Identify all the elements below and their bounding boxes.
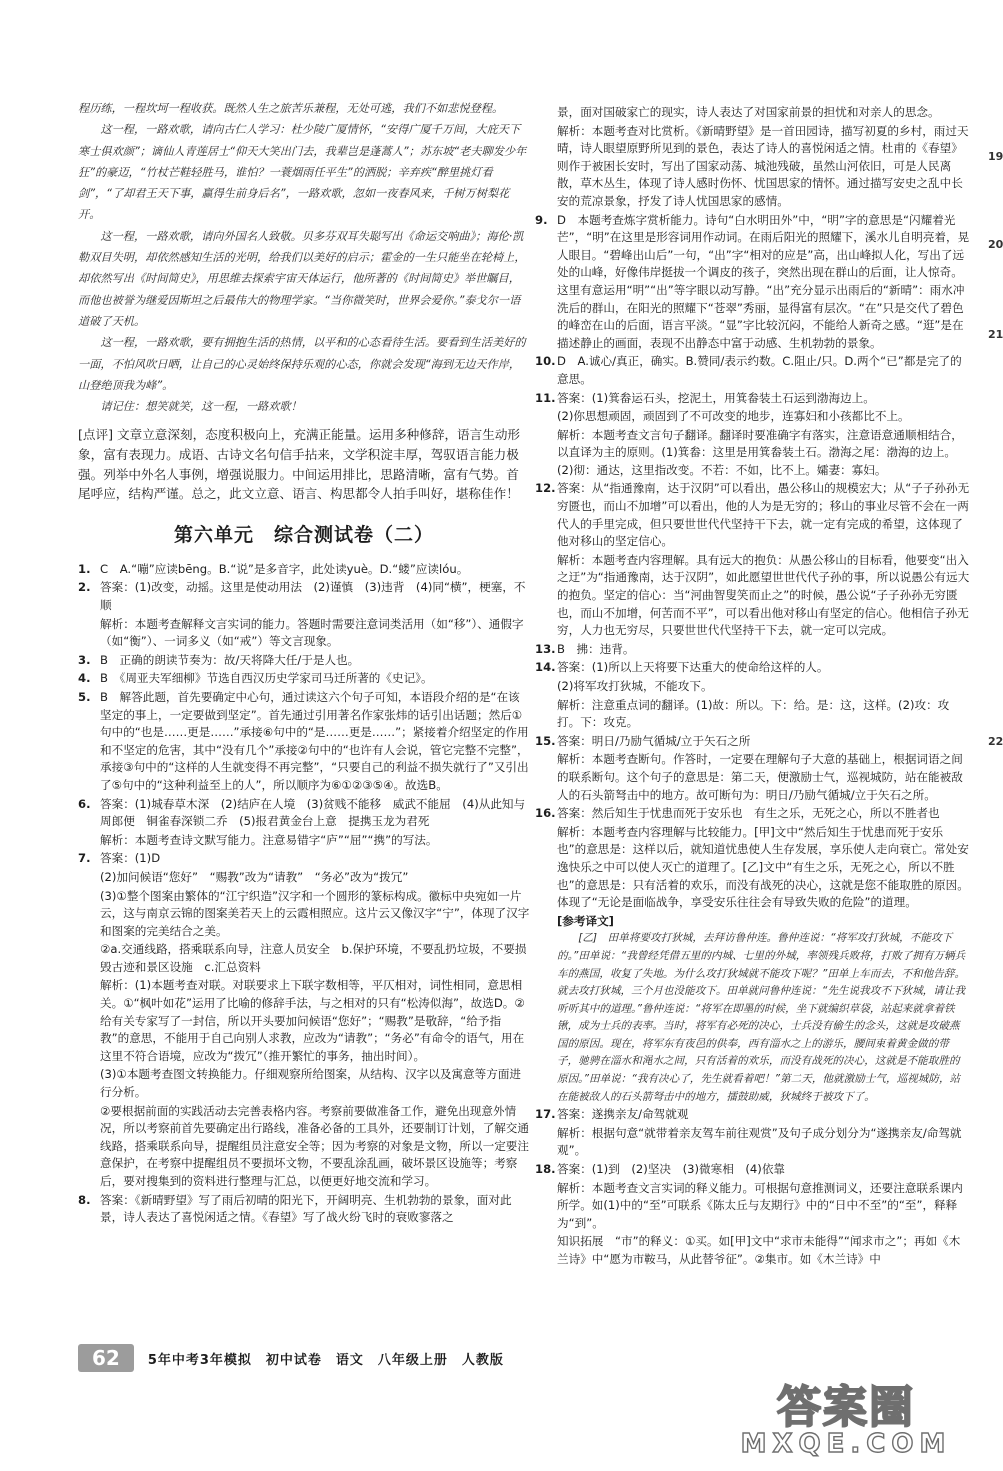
item-text: C A.“嘣”应读bēng。B.“说”是多音字，此处读yuè。D.“蝼”应读lóu。 (100, 561, 469, 576)
answer-item (535, 390, 970, 408)
answer-item (535, 408, 970, 426)
item-text: B 正确的朗读节奏为：故/天将降大任/于是人也。 (100, 652, 360, 667)
margin-number: 20 (988, 238, 1003, 251)
answer-item (78, 579, 530, 614)
item-text: D A.诚心/真正，确实。B.赞同/表示约数。C.阻止/只。D.两个“已”都是完了的意思。 (557, 354, 962, 386)
page-footer (78, 1344, 548, 1372)
item-text: 答案：(1)改变，动摇。这里是使动用法 (2)谨慎 (3)违背 (4)同“横”，梗塞，不顺 (100, 580, 526, 613)
item-number: 12. (535, 481, 556, 496)
item-number: 11. (535, 390, 556, 405)
answer-item (535, 659, 970, 677)
right-column (535, 104, 970, 1270)
answer-item (535, 751, 970, 804)
item-text: 答案：(1)D (100, 851, 161, 866)
essay-paragraph: 这一程，一路欢歌，请向古仁人学习：杜少陵广厦情怀，“安得广厦千万间，大庇天下寒士俱欢颜”；谪仙人青莲居士“仰天大笑出门去，我辈岂是蓬蒿人”；苏东坡“老夫聊发少年狂”的豪迈，“竹杖芒鞋轻胜马，谁怕？一蓑烟雨任平生”的洒脱；辛弃疾“醉里挑灯看剑”，“了却君王天下事，赢得生前身后名”，一路欢歌，忽如一夜春风来，千树万树梨花开。 (78, 123, 527, 222)
answer-item (78, 670, 530, 688)
item-number: 17. (535, 1107, 556, 1122)
answer-item (535, 1180, 970, 1233)
answer-item (535, 480, 970, 550)
essay-paragraph: 这一程，一路欢歌，要有拥抱生活的热情，以平和的心态看待生活。要看到生活美好的一面，不怕风吹日晒，让自己的心灵始终保持乐观的心态，你就会发现“海到无边天作岸，山登绝顶我为峰”。 (78, 336, 526, 392)
item-text: 答案：《新晴野望》写了雨后初晴的阳光下，开阔明亮、生机勃勃的景象，面对此景，诗人表达了喜悦闲适之情。《春望》写了战火纷飞时的衰败寥落之 (100, 1192, 512, 1225)
item-number: 8. (78, 1192, 91, 1207)
answer-item (535, 1106, 970, 1124)
answer-item (78, 941, 530, 976)
answer-item (535, 1233, 970, 1268)
answer-item (78, 888, 530, 941)
watermark-bottom-text: MXQE.COM (740, 1429, 952, 1459)
item-number: 13. (535, 641, 556, 656)
item-text: 解析：本题考查对比赏析。《新晴野望》是一首田园诗，描写初夏的乡村，雨过天晴，诗人眼望原野所见到的景色，表达了诗人的喜悦闲适之情。杜甫的《春望》则作于被困长安时，写出了国家动荡、城池残破，虽然山河依旧，可是人民离散，草木丛生，体现了诗人感时伤怀、忧国思家的情怀。通过描写安史之乱中长安的荒凉景象，抒发了诗人忧国思家的感情。 (557, 123, 969, 208)
reference-translation-title: [参考译文] (557, 913, 614, 928)
item-text: (3)①本题考查图文转换能力。仔细观察所给图案，从结构、汉字以及寓意等方面进行分析。 (100, 1067, 522, 1100)
item-number: 4. (78, 671, 91, 686)
item-number: 6. (78, 796, 91, 811)
item-text: 答案：从“指通豫南，达于汉阴”可以看出，愚公移山的规模宏大；从“子子孙孙无穷匮也，而山不加增”可以看出，他的人为是无穷的；移山的事业尽管不会在一两代人的手里完成，但只要世世代代坚持干下去，就一定有完成的希望，这体现了他对移山的坚定信心。 (557, 481, 970, 549)
item-number: 5. (78, 689, 91, 704)
essay-comment: [点评] 文章立意深刻，态度积极向上，充满正能量。运用多种修辞，语言生动形象，富有表现力。成语、古诗文名句信手拈来，文学积淀丰厚，驾驭语言能力极强。列举中外名人事例，增强说服力。中间运用排比，思路清晰，富有气势。首尾呼应，结构严谨。总之，此文立意、语言、构思都令人拍手叫好，堪称佳作！ (78, 427, 521, 502)
answer-item (78, 1066, 530, 1101)
item-text: 解析：本题考查解释文言实词的能力。答题时需要注意词类活用（如“移”）、通假字（如“衡”）、一词多义（如“戒”）等文言现象。 (100, 616, 524, 649)
item-text: 解析：本题考查内容理解。具有远大的抱负：从愚公移山的目标看，他要变“出入之迂”为“指通豫南，达于汉阴”，如此愿望世世代代子孙的事，所以说愚公有远大的抱负。坚定的信心：当“河曲智叟笑而止之”的时候，愚公说“子子孙孙无穷匮也，而山不加增，何苦而不平”，可以看出他对移山有坚定的信心。他相信子孙无穷，人力也无穷尽，只要世世代代坚持干下去，就一定可以完成。 (557, 552, 970, 638)
answer-item (535, 353, 970, 388)
item-text: 答案：(1)所以上天将要下达重大的使命给这样的人。 (557, 660, 829, 675)
item-text: ②要根据前面的实践活动去完善表格内容。考察前要做准备工作，避免出现意外情况，所以考察前首先要确定出行路线，准备必备的工具外，还要制订计划，了解交通线路，搭乘联系向导，提醒组员注意安全等；因为考察的对象是文物，所以一定要注意保护，在考察中提醒组员不要损坏文物，不要乱涂乱画，破坏景区设施等；考察后，要对搜集到的资料进行整理与汇总，以便更好地交流和学习。 (100, 1103, 529, 1189)
item-text: 解析：本题考查诗文默写能力。注意易错字“庐”“屈”“携”的写法。 (100, 832, 438, 847)
item-text: B 《周亚夫军细柳》节选自西汉历史学家司马迁所著的《史记》。 (100, 671, 433, 686)
answer-item (535, 1125, 970, 1160)
item-text: 解析：本题考查文言句子翻译。翻译时要准确字有落实，注意语意通顺相结合，以直译为主的原则。(1)箕畚：这里是用箕畚装土石。渤海之尾：渤海的边上。(2)彻：通达，这里指改变。不若：不如，比不上。孀妻：寡妇。 (557, 427, 963, 477)
answer-item (535, 212, 970, 353)
answer-item (78, 616, 530, 651)
essay-paragraph: 请记住：想笑就笑，这一程，一路欢歌！ (100, 400, 302, 414)
essay (78, 98, 530, 417)
answer-item (535, 678, 970, 696)
essay-paragraph: 这一程，一路欢歌，请向外国名人致敬。贝多芬双耳失聪写出《命运交响曲》；海伦·凯勒双目失明，却依然感知生活的光明，给我们以美好的启示；霍金的一生只能坐在轮椅上，却依然写出《时间简史》，用思维去探索宇宙天体运行，他所著的《时间简史》举世瞩目，而他也被誉为继爱因斯坦之后最伟大的物理学家。“当你微笑时，世界会爱你。”泰戈尔一语道破了天机。 (78, 229, 526, 328)
item-text: 解析：本题考查文言实词的释义能力。可根据句意推测词义，还要注意联系课内所学。如(1)中的“至”可联系《陈太丘与友期行》中的“日中不至”的“至”，释释为“到”。 (557, 1180, 963, 1230)
answer-item (78, 561, 530, 579)
margin-number: 21 (988, 328, 1003, 341)
answer-item (78, 652, 530, 670)
item-text: 景，面对国破家亡的现实，诗人表达了对国家前景的担忧和对亲人的思念。 (557, 105, 940, 119)
item-number: 16. (535, 806, 556, 821)
section-title: 第六单元 综合测试卷（二） (173, 523, 434, 546)
watermark-logo (716, 1371, 976, 1457)
item-number: 15. (535, 733, 556, 748)
reference-translation-body: [乙] 田单将要攻打狄城，去拜访鲁仲连。鲁仲连说：“将军攻打狄城，不能攻下的。”田单说：“我曾经凭借五里的内城、七里的外城，率领残兵败将，打败了拥有万辆兵车的燕国，收复了失地。为什么攻打狄城就不能攻下呢？”田单上车而去，不和他告辞。就去攻打狄城，三个月也没能攻下。田单就问鲁仲连说：“先生说我攻不下狄城，请让我听听其中的道理。”鲁仲连说：“将军在即墨的时候，坐下就编织草袋，站起来就拿着铁锹，成为士兵的表率。当时，将军有必死的决心，士兵没有偷生的念头，这就是攻破燕国的原因。现在，将军东有夜邑的供奉，西有淄水之上的游乐，腰间束着黄金做的带子，驰骋在淄水和渑水之间，只有活着的欢乐，而没有战死的决心，这就是不能取胜的原因。”田单说：“我有决心了，先生就看着吧！”第二天，他就激励士气，巡视城防，站在能被敌人的石头箭弩击中的地方，擂鼓助威，狄城终于被攻下了。 (557, 932, 966, 1103)
item-text: 答案：(1)到 (2)坚决 (3)微寒相 (4)依靠 (557, 1162, 786, 1177)
item-text: (2)加问候语“您好” “赐教”改为“请教” “务必”改为“拨冗” (100, 869, 409, 884)
item-text: 答案：(1)箕畚运石头，挖泥土，用箕畚装土石运到渤海边上。 (557, 390, 875, 405)
item-text: (2)你思想顽固，顽固到了不可改变的地步，连寡妇和小孩都比不上。 (557, 409, 910, 424)
item-text: D 本题考查炼字赏析能力。诗句“白水明田外”中，“明”字的意思是“闪耀着光芒”，“明”在这里是形容词用作动词。在雨后阳光的照耀下，溪水儿自明亮着，晃人眼目。“碧峰出山后”一句，“出”字“相对的应是”高，出山峰拟人化，写出了远处的山峰，好像伟岸挺拔一个调皮的孩子，突然出现在群山的后面，让人惊奇。这里有意运用“明”“出”等字眼以动写静。“出”充分显示出雨后的“新晴”：雨水冲洗后的群山，在阳光的照耀下“苍翠”秀丽，显得富有层次。“在”只是交代了碧色的峰峦在山的后面，语言平淡。“显”字比较沉闷，不能给人新奇之感。“逛”是在描述静止的画面，表现不出静态中富于动感、生机勃勃的景象。 (557, 212, 970, 350)
item-number: 1. (78, 561, 91, 576)
item-text: 知识拓展 “市”的释义：①买。如[甲]文中“求市未能得”“闻求市之”；再如《木兰诗》中“愿为市鞍马，从此替爷征”。②集市。如《木兰诗》中 (557, 1234, 961, 1266)
answer-list-left (78, 561, 530, 1227)
item-text: 答案：明日/乃励气循城/立于矢石之所 (557, 733, 751, 748)
answer-item (535, 824, 970, 912)
answer-item (78, 850, 530, 868)
item-text: B 拂：违背。 (557, 641, 635, 656)
item-text: 答案：(1)城春草木深 (2)结庐在人境 (3)贫贱不能移 威武不能屈 (4)从此知与周郎便 铜雀春深锁二乔 (5)报君黄金台上意 提携玉龙为君死 (100, 796, 526, 829)
answer-item (78, 796, 530, 831)
item-text: 解析：注意重点词的翻译。(1)故：所以。下：给。是：这，这样。(2)攻：攻打。下：攻克。 (557, 697, 950, 730)
answer-list-right-2 (535, 1106, 970, 1268)
essay-paragraph: 程历练，一程坎坷一程收获。既然人生之旅苦乐兼程，无处可逃，我们不如悲悦登程。 (78, 102, 504, 115)
item-number: 18. (535, 1162, 556, 1177)
answer-item (78, 1192, 530, 1227)
item-text: 解析：本题考查断句。作答时，一定要在理解句子大意的基础上，根据词语之间的联系断句。这个句子的意思是：第二天，便激励士气，巡视城防，站在能被敌人的石头箭弩击中的地方。故可断句为：明日/乃励气循城/立于矢石之所。 (557, 752, 963, 802)
item-number: 10. (535, 354, 556, 369)
answer-item (535, 733, 970, 751)
item-number: 3. (78, 652, 91, 667)
answer-item (78, 977, 530, 1065)
answer-item (535, 123, 970, 211)
page-number: 62 (78, 1344, 134, 1372)
item-text: B 解答此题，首先要确定中心句，通过读这六个句子可知，本语段介绍的是“在该坚定的事上，一定要做到坚定”。首先通过引用著名作家张炜的话引出话题；然后①句中的“也是……更是……”承接⑥句中的“是……更是……”；紧接着介绍坚定的作用和不坚定的危害，其中“没有几个”承接②句中的“也许有人会说，管它完整不完整”，承接③句中的“这样的人生就变得不再完整”，“只要自己的利益不损失就行了”又引出了⑤句中的“这种利益至上的人”，所以顺序为⑥①②③⑤④。故选B。 (100, 689, 529, 792)
item-text: 解析：根据句意“就带着亲友驾车前往观赏”及句子成分划分为“遂携亲友/命驾就观”。 (557, 1125, 962, 1158)
answer-item (535, 1161, 970, 1179)
item-text: 解析：本题考查内容理解与比较能力。[甲]文中“然后知生于忧患而死于安乐也”的意思是：这样以后，就知道忧患使人生存发展，享乐使人走向衰亡。常处安逸快乐之中可以使人灭亡的道理了。[乙]文中“有生之乐，无死之心，所以不胜也”的意思是：只有活着的欢乐，而没有战死的决心，这就是您不能取胜的原因。体现了“无论是面临战争，享受安乐往往会有导致失败的危险”的道理。 (557, 824, 969, 910)
item-text: 解析：(1)本题考查对联。对联要求上下联字数相等，平仄相对，词性相同，意思相关。①“枫叶如花”运用了比喻的修辞手法，与之相对的只有“松涛似海”，故选D。②给有关专家写了一封信，所以开头要加问候语“您好”；“赐教”是敬辞，“给予指教”的意思，不能用于自己向别人求教，应改为“请教”；“务必”有命令的语气，用在这里不符合语境，应改为“拨冗”（推开繁忙的事务，抽出时间）。 (100, 978, 525, 1063)
answer-item (78, 869, 530, 887)
answer-item (535, 552, 970, 640)
answer-item (535, 427, 970, 480)
item-text: (2)将军攻打狄城，不能攻下。 (557, 679, 713, 693)
item-text: ②a.交通线路，搭乘联系向导，注意人员安全 b.保护环境，不要乱扔垃圾，不要损毁古迹和景区设施 c.汇总资料 (100, 942, 527, 974)
item-text: 答案：遂携亲友/命驾就观 (557, 1107, 689, 1122)
item-text: (3)①整个图案由繁体的“江宁织造”汉字和一个圆形的篆标构成。徽标中央宛如一片云，这与南京云锦的图案美若天上的云霞相照应。这片云又像汉字“宁”，体现了汉字和图案的完美结合之美。 (100, 888, 530, 938)
item-text: 答案：然后知生于忧患而死于安乐也 有生之乐，无死之心，所以不胜者也 (557, 806, 940, 821)
margin-number: 22 (988, 735, 1003, 748)
item-number: 2. (78, 580, 91, 595)
left-column (78, 98, 530, 1228)
answer-item (535, 805, 970, 823)
book-title: 5年中考3年模拟 初中试卷 语文 八年级上册 人教版 (147, 1352, 504, 1368)
answer-item (78, 1103, 530, 1191)
answer-list-right (535, 104, 970, 912)
answer-item (535, 641, 970, 659)
answer-item (535, 697, 970, 732)
item-number: 9. (535, 212, 548, 227)
item-number: 14. (535, 660, 556, 675)
answer-item (78, 832, 530, 850)
answer-item (78, 689, 530, 795)
watermark-top-text: 答案圈 (777, 1382, 915, 1433)
item-number: 7. (78, 851, 91, 866)
answer-item (535, 104, 970, 122)
margin-number: 19 (988, 150, 1003, 163)
